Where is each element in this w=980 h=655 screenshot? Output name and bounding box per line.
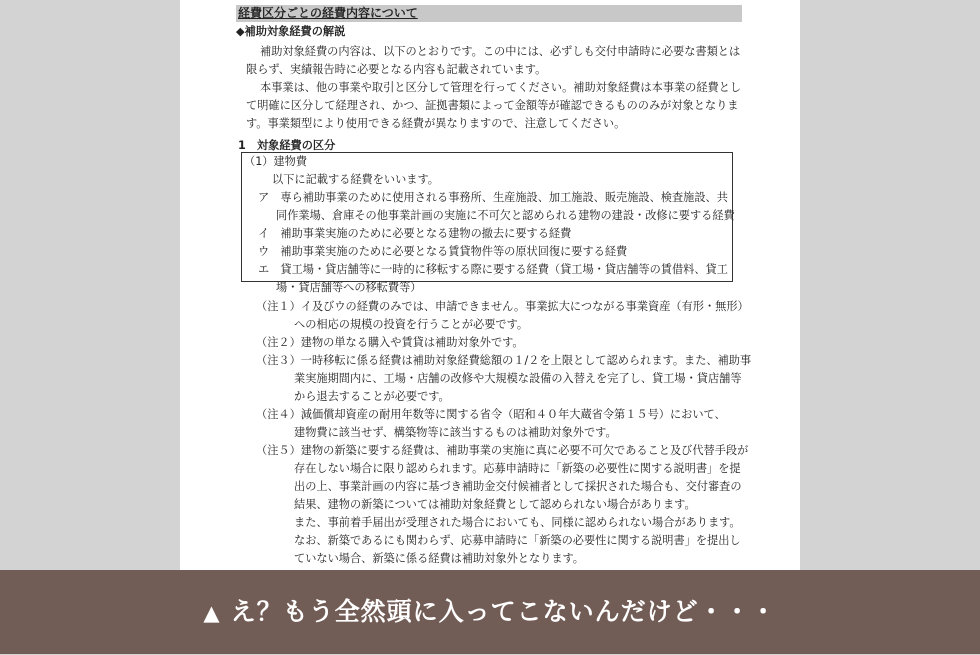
box-item: イ 補助事業実施のために必要となる建物の撤去に要する経費 [258, 227, 572, 240]
note-line: 存在しない場合に限り認められます。応募申請時に「新築の必要性に関する説明書」を提 [294, 462, 741, 475]
section-heading: ◆補助対象経費の解説 [236, 25, 346, 38]
note-line: ていない場合、新築に係る経費は補助対象外となります。 [294, 552, 584, 565]
note-line: （注１）イ及びウの経費のみでは、申請できません。事業拡大につながる事業資産（有形・無形） [256, 300, 749, 313]
caption-bar [0, 570, 980, 654]
note-line: 結果、建物の新築については補助対象経費として認められない場合があります。 [294, 498, 696, 511]
box-description: 以下に記載する経費をいいます。 [272, 173, 439, 186]
note-line: また、事前着手届出が受理された場合においても、同様に認められない場合があります。 [294, 516, 741, 529]
intro-line: て明確に区分して経理され、かつ、証拠書類によって金額等が確認できるもののみが対象となりま [246, 99, 739, 112]
note-line: なお、新築であるにも関わらず、応募申請時に「新築の必要性に関する説明書」を提出し [294, 534, 741, 547]
triangle-up-icon: ▲ [203, 601, 221, 625]
box-item: 場・貸店舗等への移転費等） [276, 281, 422, 294]
intro-line: す。事業類型により使用できる経費が異なりますので、注意してください。 [246, 117, 626, 130]
box-item: ア 専ら補助事業のために使用される事務所、生産施設、加工施設、販売施設、検査施設、共 [258, 191, 728, 204]
note-line: （注３）一時移転に係る経費は補助対象経費総額の１/２を上限として認められます。また、補助事 [256, 354, 752, 367]
sub-heading: 1 対象経費の区分 [238, 139, 336, 152]
note-line: 出の上、事業計画の内容に基づき補助金交付候補者として採択された場合も、交付審査の [294, 480, 742, 493]
intro-line: 限らず、実績報告時に必要となる内容も記載されています。 [246, 63, 547, 76]
caption-text: え？もう全然頭に入ってこないんだけど・・・ [230, 597, 777, 626]
document-page [180, 0, 800, 570]
note-line: （注４）減価償却資産の耐用年数等に関する省令（昭和４０年大蔵省令第１５号）において、 [256, 408, 726, 421]
document-title: 経費区分ごとの経費内容について [236, 5, 742, 22]
note-line: （注２）建物の単なる購入や賃貸は補助対象外です。 [256, 336, 524, 349]
note-line: 業実施期間内に、工場・店舗の改修や大規模な設備の入替えを完了し、貸工場・貸店舗等 [294, 372, 742, 385]
box-item: エ 貸工場・貸店舗等に一時的に移転する際に要する経費（貸工場・貸店舗等の賃借料、貸工 [258, 263, 728, 276]
note-line: 建物費に該当せず、構築物等に該当するものは補助対象外です。 [294, 426, 617, 439]
box-label: （1）建物費 [244, 155, 308, 168]
box-item: ウ 補助事業実施のために必要となる賃貸物件等の原状回復に要する経費 [258, 245, 628, 258]
note-line: から退去することが必要です。 [294, 390, 450, 403]
note-line: （注５）建物の新築に要する経費は、補助事業の実施に真に必要不可欠であること及び代替手段が [256, 444, 749, 457]
box-item: 同作業場、倉庫その他事業計画の実施に不可欠と認められる建物の建設・改修に要する経費 [276, 209, 735, 222]
intro-line: 補助対象経費の内容は、以下のとおりです。この中には、必ずしも交付申請時に必要な書類とは [260, 45, 741, 58]
intro-line: 本事業は、他の事業や取引と区分して管理を行ってください。補助対象経費は本事業の経費とし [260, 81, 742, 94]
note-line: への相応の規模の投資を行うことが必要です。 [294, 318, 529, 331]
